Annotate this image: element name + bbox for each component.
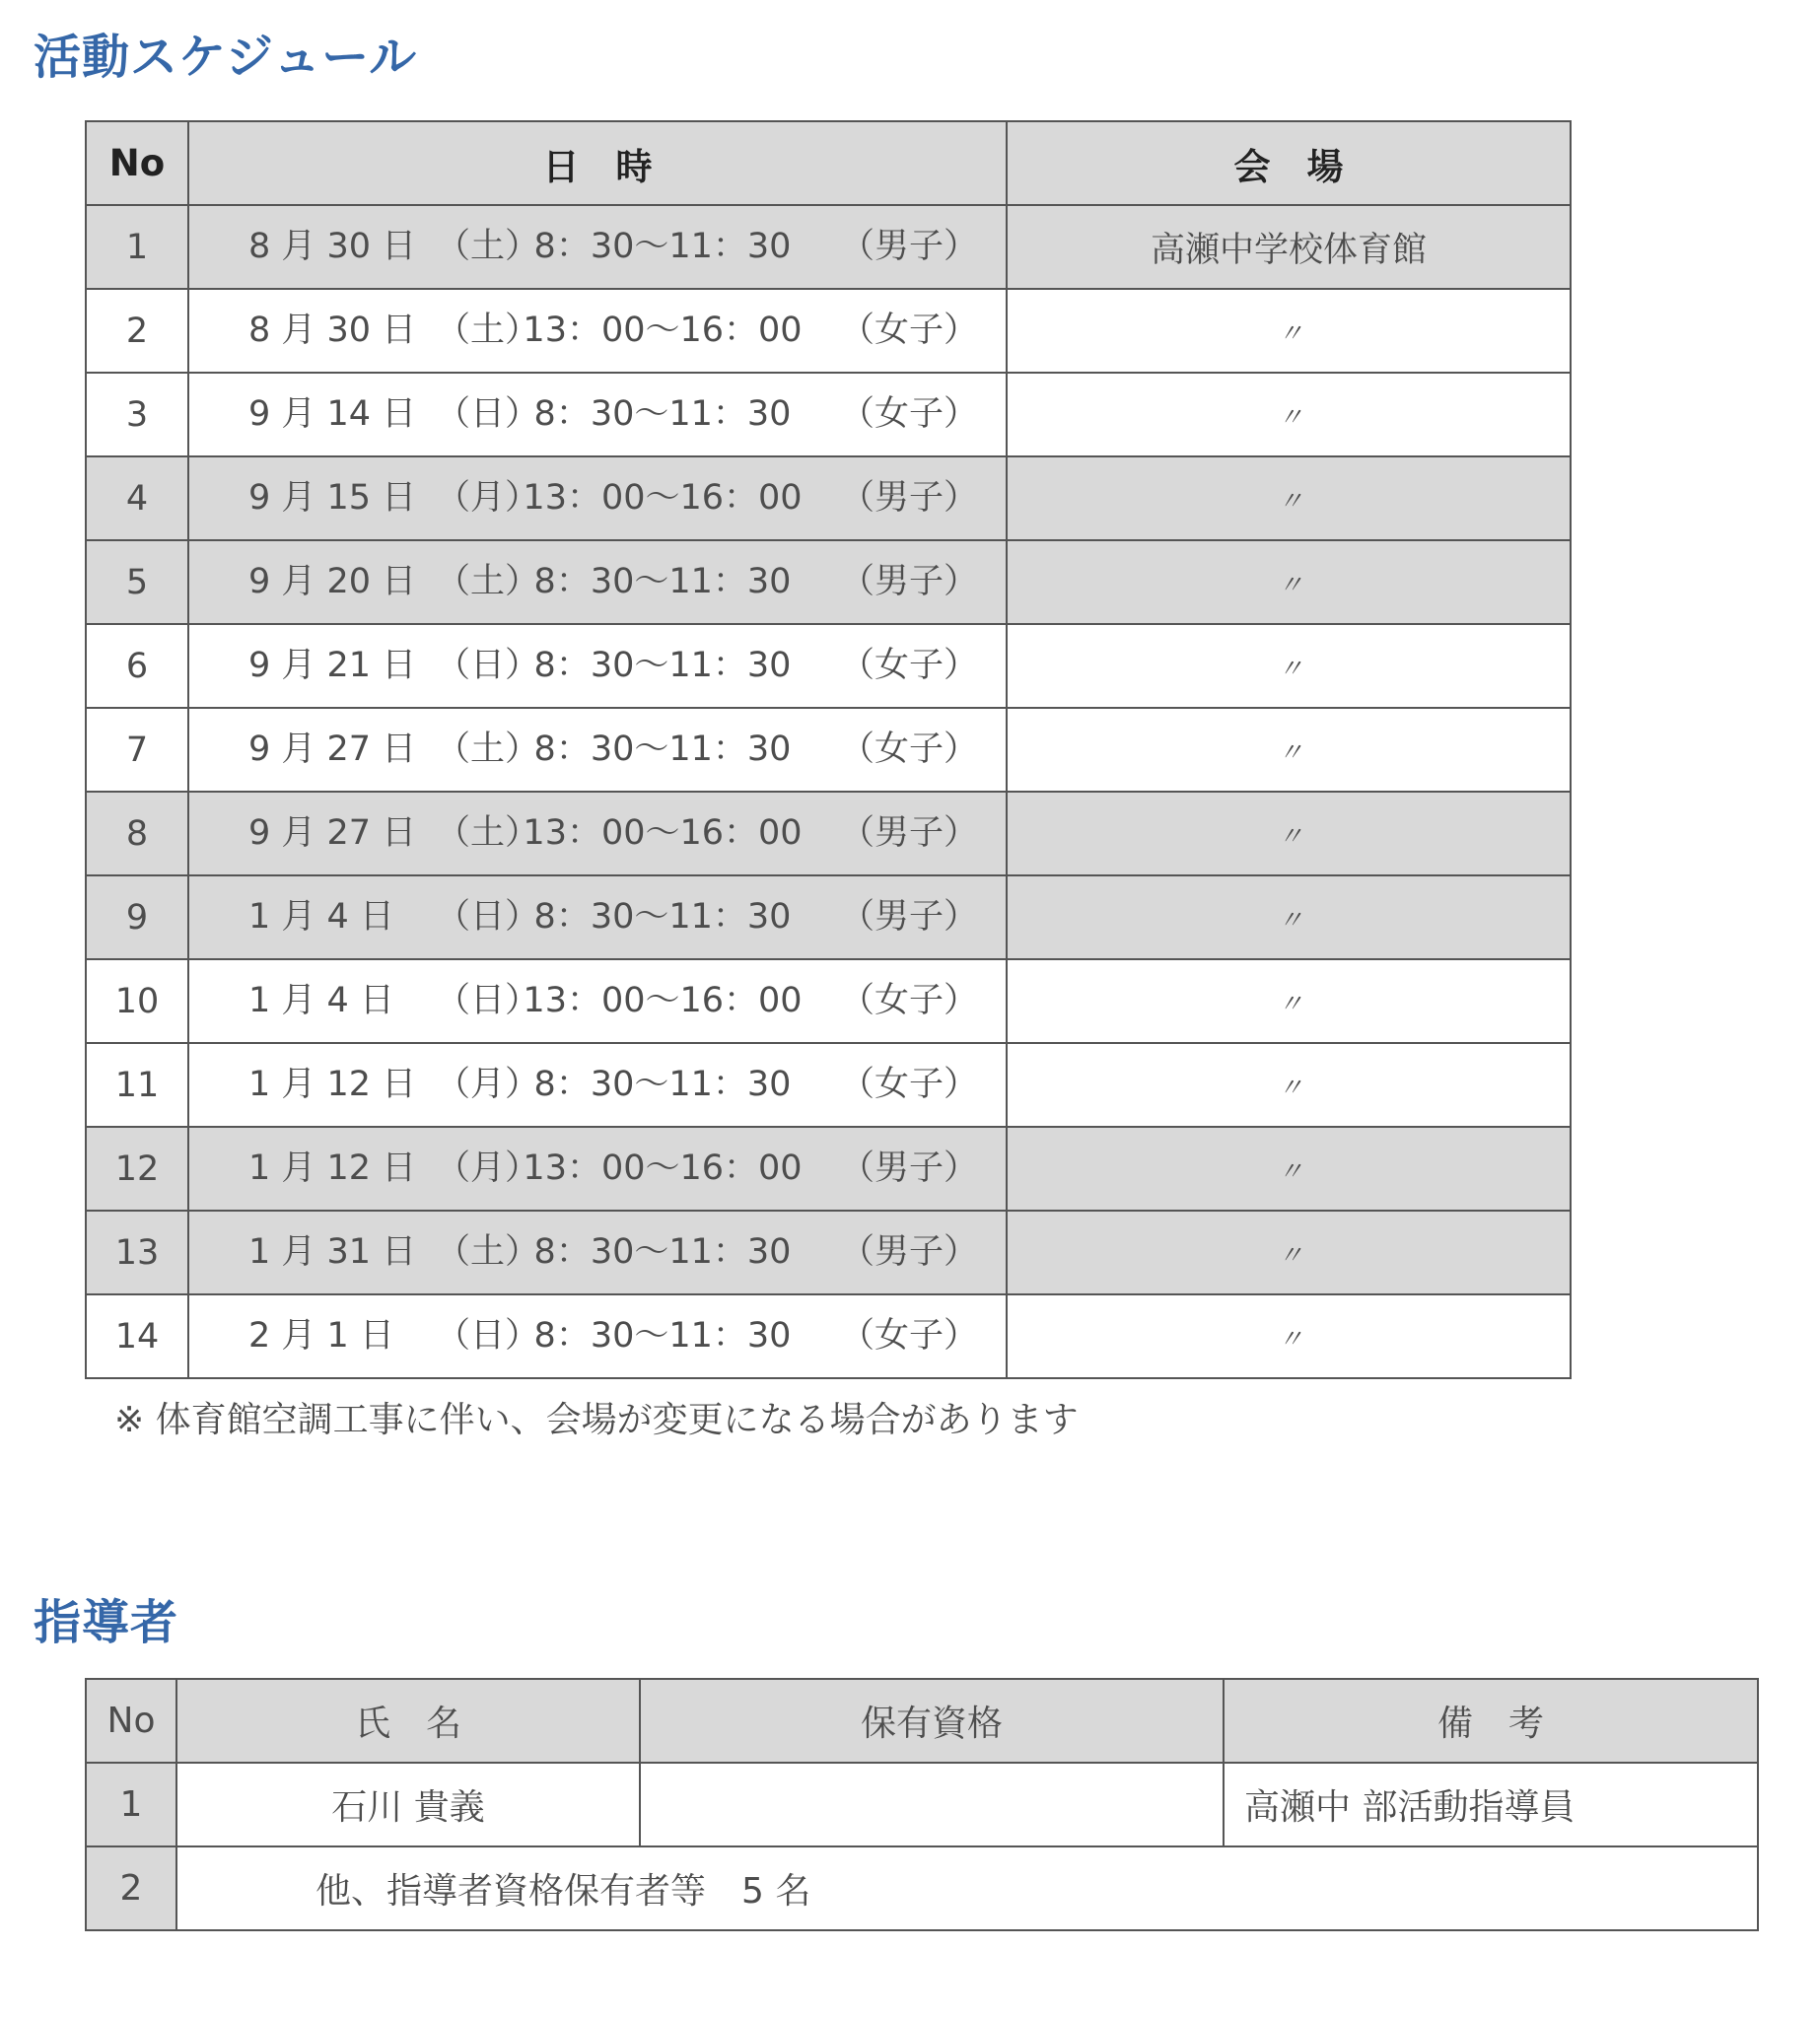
row-datetime: [188, 959, 1007, 1043]
row-venue: [1007, 289, 1571, 373]
row-venue: [1007, 624, 1571, 708]
table-row: [86, 959, 1571, 1043]
row-venue: [1007, 708, 1571, 792]
row-venue: [1007, 792, 1571, 875]
table-row: [86, 1294, 1571, 1378]
venue-text: 〃: [1277, 1324, 1299, 1355]
row-time: 8：30〜11：30: [533, 227, 792, 266]
row-datetime: [188, 540, 1007, 624]
row-group: （男子）: [840, 1149, 979, 1188]
row-weekday: （月）: [436, 1065, 540, 1104]
row-no: 1: [86, 205, 188, 289]
row-venue: [1007, 373, 1571, 456]
row-datetime: [188, 1294, 1007, 1378]
row-weekday: （日）: [436, 981, 540, 1020]
row-weekday: （土）: [436, 1232, 540, 1272]
row-venue: [1007, 540, 1571, 624]
venue-text: 〃: [1277, 1240, 1299, 1271]
schedule-table: [85, 120, 1572, 1379]
venue-text: 高瀬中学校体育館: [1150, 230, 1427, 270]
row-venue: [1007, 959, 1571, 1043]
row-group: （女子）: [840, 730, 979, 769]
other-instructors-text: 他、指導者資格保有者等 5 名: [176, 1846, 1758, 1930]
table-row: [86, 289, 1571, 373]
header-no: No: [86, 121, 188, 205]
row-datetime: [188, 792, 1007, 875]
row-group: （男子）: [840, 1232, 979, 1272]
row-weekday: （土）: [436, 813, 540, 853]
venue-text: 〃: [1277, 1156, 1299, 1187]
row-datetime: [188, 708, 1007, 792]
header-datetime: 日 時: [188, 121, 1007, 205]
row-no: 9: [86, 875, 188, 959]
row-date: 1 月 4 日: [248, 981, 394, 1020]
row-date: 9 月 21 日: [248, 646, 417, 685]
row-time: 8：30〜11：30: [533, 1316, 792, 1356]
instructor-no: 1: [86, 1763, 176, 1846]
table-row: [86, 708, 1571, 792]
row-date: 1 月 31 日: [248, 1232, 417, 1272]
row-time: 8：30〜11：30: [533, 897, 792, 937]
instructor-qualification: [640, 1763, 1224, 1846]
row-datetime: [188, 1211, 1007, 1294]
table-row: [86, 373, 1571, 456]
row-time: 13：00〜16：00: [523, 1149, 803, 1188]
row-weekday: （月）: [436, 478, 540, 518]
row-group: （女子）: [840, 394, 979, 434]
row-datetime: [188, 875, 1007, 959]
venue-text: 〃: [1277, 821, 1299, 852]
row-time: 13：00〜16：00: [523, 478, 803, 518]
row-date: 2 月 1 日: [248, 1316, 394, 1356]
header-remarks: 備 考: [1224, 1679, 1758, 1763]
venue-text: 〃: [1277, 737, 1299, 768]
schedule-note: ※ 体育館空調工事に伴い、会場が変更になる場合があります: [114, 1400, 1079, 1440]
row-venue: [1007, 1211, 1571, 1294]
row-date: 9 月 14 日: [248, 394, 417, 434]
table-row: [86, 1127, 1571, 1211]
row-weekday: （土）: [436, 562, 540, 601]
row-weekday: （月）: [436, 1149, 540, 1188]
row-weekday: （日）: [436, 646, 540, 685]
row-group: （女子）: [840, 981, 979, 1020]
row-no: 3: [86, 373, 188, 456]
row-datetime: [188, 373, 1007, 456]
row-weekday: （日）: [436, 897, 540, 937]
header-no: No: [86, 1679, 176, 1763]
row-date: 1 月 12 日: [248, 1149, 417, 1188]
row-time: 8：30〜11：30: [533, 1065, 792, 1104]
row-time: 8：30〜11：30: [533, 730, 792, 769]
row-time: 8：30〜11：30: [533, 1232, 792, 1272]
venue-text: 〃: [1277, 989, 1299, 1019]
row-time: 13：00〜16：00: [523, 813, 803, 853]
row-no: 14: [86, 1294, 188, 1378]
row-datetime: [188, 205, 1007, 289]
row-no: 6: [86, 624, 188, 708]
row-time: 8：30〜11：30: [533, 562, 792, 601]
table-row: [86, 1211, 1571, 1294]
table-row: [86, 875, 1571, 959]
schedule-section-title: 活動スケジュール: [34, 30, 418, 85]
row-group: （男子）: [840, 813, 979, 853]
row-venue: [1007, 1127, 1571, 1211]
row-weekday: （土）: [436, 730, 540, 769]
row-date: 9 月 15 日: [248, 478, 417, 518]
instructors-header-row: [86, 1679, 1758, 1763]
row-no: 4: [86, 456, 188, 540]
table-row: [86, 205, 1571, 289]
instructor-remarks: 高瀬中 部活動指導員: [1224, 1763, 1758, 1846]
row-group: （男子）: [840, 478, 979, 518]
row-group: （女子）: [840, 646, 979, 685]
row-date: 9 月 27 日: [248, 730, 417, 769]
row-group: （女子）: [840, 311, 979, 350]
instructor-no: 2: [86, 1846, 176, 1930]
table-row: [86, 792, 1571, 875]
header-qualification: 保有資格: [640, 1679, 1224, 1763]
row-no: 7: [86, 708, 188, 792]
table-row: [86, 1846, 1758, 1930]
row-date: 9 月 27 日: [248, 813, 417, 853]
venue-text: 〃: [1277, 654, 1299, 684]
row-date: 1 月 12 日: [248, 1065, 417, 1104]
row-weekday: （土）: [436, 227, 540, 266]
row-venue: [1007, 1294, 1571, 1378]
row-datetime: [188, 289, 1007, 373]
table-row: [86, 456, 1571, 540]
row-venue: [1007, 1043, 1571, 1127]
venue-text: 〃: [1277, 402, 1299, 433]
table-row: [86, 1043, 1571, 1127]
row-group: （男子）: [840, 227, 979, 266]
row-time: 8：30〜11：30: [533, 646, 792, 685]
schedule-header-row: [86, 121, 1571, 205]
row-no: 8: [86, 792, 188, 875]
row-date: 1 月 4 日: [248, 897, 394, 937]
row-datetime: [188, 1127, 1007, 1211]
row-datetime: [188, 456, 1007, 540]
row-no: 12: [86, 1127, 188, 1211]
row-group: （女子）: [840, 1316, 979, 1356]
row-time: 13：00〜16：00: [523, 981, 803, 1020]
row-weekday: （日）: [436, 1316, 540, 1356]
table-row: [86, 540, 1571, 624]
instructors-section-title: 指導者: [34, 1595, 179, 1650]
row-venue: [1007, 456, 1571, 540]
row-time: 13：00〜16：00: [523, 311, 803, 350]
table-row: [86, 1763, 1758, 1846]
row-no: 11: [86, 1043, 188, 1127]
row-date: 8 月 30 日: [248, 311, 417, 350]
row-venue: [1007, 875, 1571, 959]
row-weekday: （土）: [436, 311, 540, 350]
row-group: （女子）: [840, 1065, 979, 1104]
row-venue: [1007, 205, 1571, 289]
header-name: 氏 名: [176, 1679, 640, 1763]
row-group: （男子）: [840, 562, 979, 601]
row-no: 2: [86, 289, 188, 373]
row-group: （男子）: [840, 897, 979, 937]
venue-text: 〃: [1277, 318, 1299, 349]
row-weekday: （日）: [436, 394, 540, 434]
header-venue: 会 場: [1007, 121, 1571, 205]
venue-text: 〃: [1277, 486, 1299, 517]
row-no: 13: [86, 1211, 188, 1294]
venue-text: 〃: [1277, 570, 1299, 600]
row-no: 10: [86, 959, 188, 1043]
instructors-table: [85, 1678, 1759, 1931]
table-row: [86, 624, 1571, 708]
venue-text: 〃: [1277, 1073, 1299, 1103]
instructor-name: 石川 貴義: [176, 1763, 640, 1846]
row-date: 9 月 20 日: [248, 562, 417, 601]
venue-text: 〃: [1277, 905, 1299, 936]
row-date: 8 月 30 日: [248, 227, 417, 266]
row-datetime: [188, 624, 1007, 708]
row-no: 5: [86, 540, 188, 624]
row-time: 8：30〜11：30: [533, 394, 792, 434]
row-datetime: [188, 1043, 1007, 1127]
